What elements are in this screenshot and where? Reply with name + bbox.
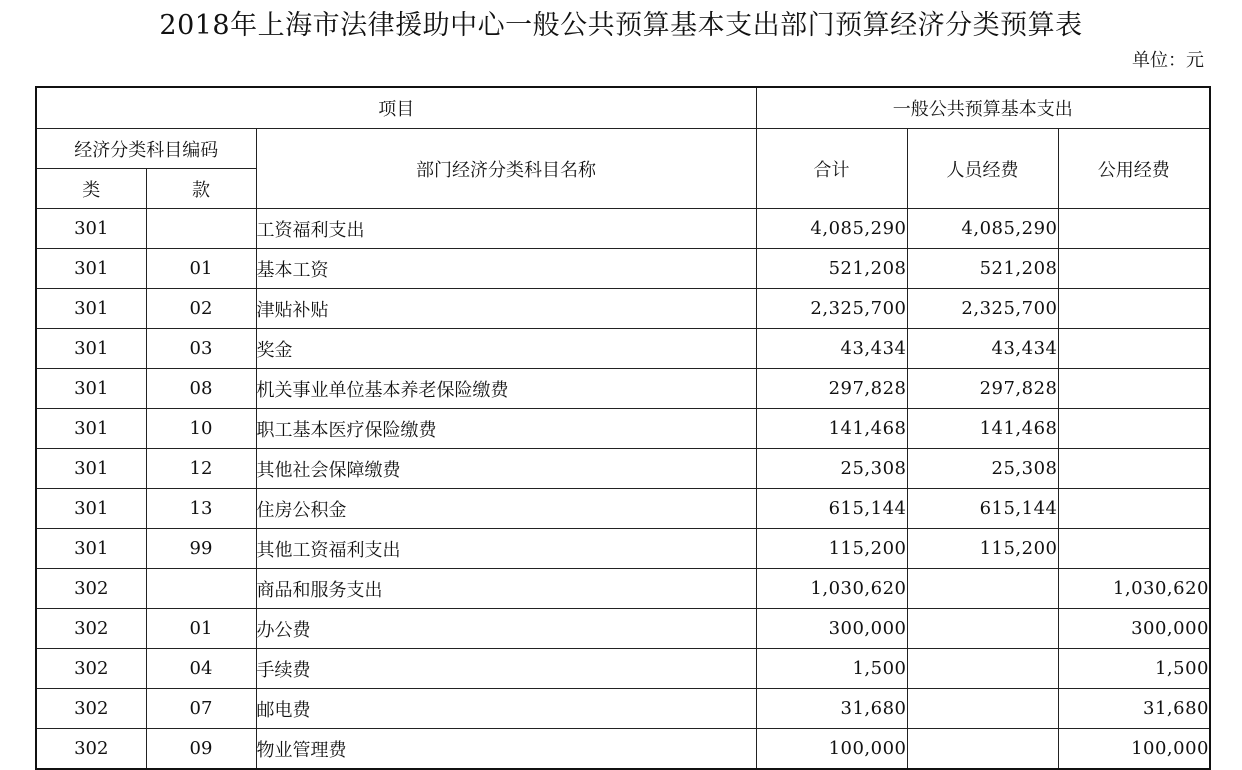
cell-section: 13	[146, 489, 256, 529]
cell-personnel	[907, 569, 1058, 609]
cell-class: 302	[36, 569, 146, 609]
cell-section: 02	[146, 289, 256, 329]
cell-class: 301	[36, 489, 146, 529]
cell-public	[1058, 369, 1210, 409]
cell-section: 10	[146, 409, 256, 449]
header-general-budget: 一般公共预算基本支出	[756, 87, 1210, 129]
cell-name: 津贴补贴	[256, 289, 756, 329]
cell-name: 办公费	[256, 609, 756, 649]
cell-class: 302	[36, 689, 146, 729]
cell-name: 机关事业单位基本养老保险缴费	[256, 369, 756, 409]
cell-total: 297,828	[756, 369, 907, 409]
cell-name: 商品和服务支出	[256, 569, 756, 609]
cell-public	[1058, 529, 1210, 569]
table-row	[36, 329, 1210, 369]
table-row	[36, 689, 1210, 729]
cell-section: 01	[146, 609, 256, 649]
cell-class: 301	[36, 409, 146, 449]
cell-section: 07	[146, 689, 256, 729]
cell-name: 职工基本医疗保险缴费	[256, 409, 756, 449]
cell-class: 302	[36, 609, 146, 649]
cell-personnel	[907, 689, 1058, 729]
cell-name: 手续费	[256, 649, 756, 689]
cell-class: 301	[36, 329, 146, 369]
table-row	[36, 249, 1210, 289]
cell-section: 03	[146, 329, 256, 369]
cell-public	[1058, 409, 1210, 449]
cell-total: 115,200	[756, 529, 907, 569]
cell-name: 物业管理费	[256, 729, 756, 770]
cell-total: 31,680	[756, 689, 907, 729]
cell-total: 615,144	[756, 489, 907, 529]
table-row	[36, 529, 1210, 569]
cell-personnel	[907, 649, 1058, 689]
table-row	[36, 409, 1210, 449]
cell-section: 99	[146, 529, 256, 569]
budget-table	[35, 86, 1211, 770]
cell-public	[1058, 329, 1210, 369]
cell-section	[146, 569, 256, 609]
cell-name: 基本工资	[256, 249, 756, 289]
cell-personnel: 521,208	[907, 249, 1058, 289]
cell-total: 25,308	[756, 449, 907, 489]
cell-name: 奖金	[256, 329, 756, 369]
cell-name: 其他工资福利支出	[256, 529, 756, 569]
cell-name: 其他社会保障缴费	[256, 449, 756, 489]
table-row	[36, 729, 1210, 770]
cell-personnel: 43,434	[907, 329, 1058, 369]
cell-total: 300,000	[756, 609, 907, 649]
cell-personnel	[907, 609, 1058, 649]
cell-personnel: 297,828	[907, 369, 1058, 409]
table-row	[36, 209, 1210, 249]
cell-name: 住房公积金	[256, 489, 756, 529]
page-title: 2018年上海市法律援助中心一般公共预算基本支出部门预算经济分类预算表	[159, 10, 1083, 41]
cell-section: 12	[146, 449, 256, 489]
cell-public	[1058, 249, 1210, 289]
cell-section: 08	[146, 369, 256, 409]
cell-public	[1058, 489, 1210, 529]
cell-personnel	[907, 729, 1058, 770]
header-code-group: 经济分类科目编码	[36, 129, 256, 169]
cell-public	[1058, 449, 1210, 489]
header-section: 款	[146, 169, 256, 209]
table-row	[36, 369, 1210, 409]
cell-class: 302	[36, 649, 146, 689]
header-public: 公用经费	[1058, 129, 1210, 209]
cell-section: 04	[146, 649, 256, 689]
header-class: 类	[36, 169, 146, 209]
header-personnel: 人员经费	[907, 129, 1058, 209]
cell-personnel: 615,144	[907, 489, 1058, 529]
cell-total: 141,468	[756, 409, 907, 449]
cell-class: 301	[36, 369, 146, 409]
cell-name: 工资福利支出	[256, 209, 756, 249]
cell-personnel: 4,085,290	[907, 209, 1058, 249]
header-row-1	[36, 87, 1210, 129]
cell-public	[1058, 289, 1210, 329]
cell-total: 1,030,620	[756, 569, 907, 609]
cell-public: 100,000	[1058, 729, 1210, 770]
cell-total: 100,000	[756, 729, 907, 770]
table-row	[36, 289, 1210, 329]
cell-public: 1,030,620	[1058, 569, 1210, 609]
cell-personnel: 115,200	[907, 529, 1058, 569]
cell-name: 邮电费	[256, 689, 756, 729]
header-name: 部门经济分类科目名称	[256, 129, 756, 209]
cell-total: 521,208	[756, 249, 907, 289]
cell-personnel: 2,325,700	[907, 289, 1058, 329]
cell-total: 43,434	[756, 329, 907, 369]
table-row	[36, 609, 1210, 649]
cell-personnel: 25,308	[907, 449, 1058, 489]
cell-total: 4,085,290	[756, 209, 907, 249]
cell-total: 1,500	[756, 649, 907, 689]
cell-class: 302	[36, 729, 146, 770]
unit-label: 单位：元	[1132, 50, 1204, 71]
cell-class: 301	[36, 449, 146, 489]
cell-class: 301	[36, 529, 146, 569]
cell-section: 01	[146, 249, 256, 289]
cell-personnel: 141,468	[907, 409, 1058, 449]
cell-public: 1,500	[1058, 649, 1210, 689]
table-row	[36, 449, 1210, 489]
header-row-2	[36, 129, 1210, 169]
cell-total: 2,325,700	[756, 289, 907, 329]
table-row	[36, 489, 1210, 529]
cell-section	[146, 209, 256, 249]
cell-class: 301	[36, 289, 146, 329]
cell-class: 301	[36, 249, 146, 289]
cell-section: 09	[146, 729, 256, 770]
cell-public: 300,000	[1058, 609, 1210, 649]
cell-class: 301	[36, 209, 146, 249]
table-row	[36, 649, 1210, 689]
cell-public	[1058, 209, 1210, 249]
header-total: 合计	[756, 129, 907, 209]
cell-public: 31,680	[1058, 689, 1210, 729]
header-item: 项目	[36, 87, 756, 129]
table-row	[36, 569, 1210, 609]
